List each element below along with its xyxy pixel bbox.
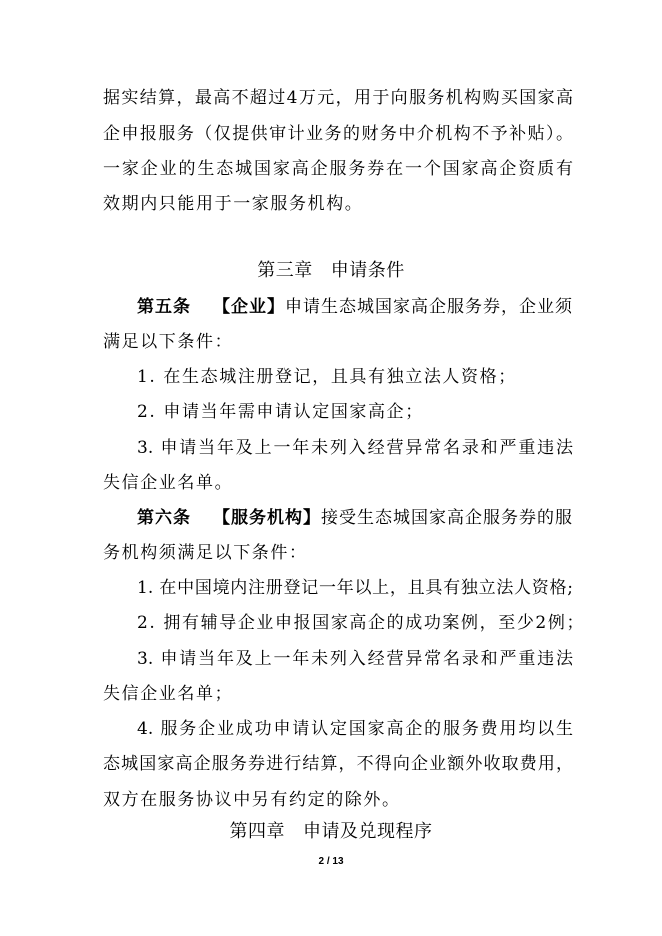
article-5-line-1: [137, 296, 573, 318]
article-6-item-1: 1. 在中国境内注册登记一年以上，且具有独立法人资格;: [137, 578, 573, 598]
intro-line-4: 效期内只能用于一家服务机构。: [103, 194, 364, 214]
article-5-text-first: 申请生态城国家高企服务券，企业须: [285, 297, 573, 317]
article-5-item-3: 3. 申请当年及上一年未列入经营异常名录和严重违法: [137, 438, 573, 458]
article-5-line-2: 满足以下条件：: [103, 332, 234, 352]
intro-line-2: 企申报服务（仅提供审计业务的财务中介机构不予补贴）。: [103, 124, 573, 144]
article-5-tag: 【企业】: [213, 297, 285, 317]
chapter-4-heading: [0, 820, 662, 844]
article-6-item-4-line-3: 双方在服务协议中另有约定的除外。: [103, 790, 401, 810]
article-6-label: 第六条: [137, 508, 191, 528]
intro-line-3: 一家企业的生态城国家高企服务券在一个国家高企资质有: [103, 159, 573, 179]
article-6-item-4-line-1: 4. 服务企业成功申请认定国家高企的服务费用均以生: [137, 719, 573, 739]
article-6-item-3: 3. 申请当年及上一年未列入经营异常名录和严重违法: [137, 649, 573, 669]
chapter-4-title: 申请及兑现程序: [303, 821, 433, 842]
article-5-label: 第五条: [137, 297, 191, 317]
article-6-text-first: 接受生态城国家高企服务券的服: [321, 508, 573, 528]
article-6-item-4-line-2: 态城国家高企服务券进行结算，不得向企业额外收取费用，: [103, 754, 573, 774]
article-6-item-2: 2. 拥有辅导企业申报国家高企的成功案例，至少2例；: [137, 613, 586, 633]
chapter-3-number: 第三章: [257, 260, 313, 281]
article-6-tag: 【服务机构】: [213, 508, 321, 528]
intro-line-1: 据实结算，最高不超过4万元，用于向服务机构购买国家高: [103, 88, 573, 108]
chapter-3-title: 申请条件: [330, 260, 405, 281]
article-5-item-1: 1. 在生态城注册登记，且具有独立法人资格；: [137, 367, 517, 387]
page-number: 2 / 13: [318, 856, 344, 867]
article-6-line-1: [137, 507, 573, 529]
article-5-item-2: 2. 申请当年需申请认定国家高企；: [137, 402, 424, 422]
article-6-line-2: 务机构须满足以下条件：: [103, 543, 308, 563]
article-5-item-3-cont: 失信企业名单。: [103, 473, 234, 493]
article-6-item-3-cont: 失信企业名单；: [103, 684, 234, 704]
chapter-4-number: 第四章: [229, 821, 285, 842]
chapter-3-heading: [0, 259, 662, 283]
